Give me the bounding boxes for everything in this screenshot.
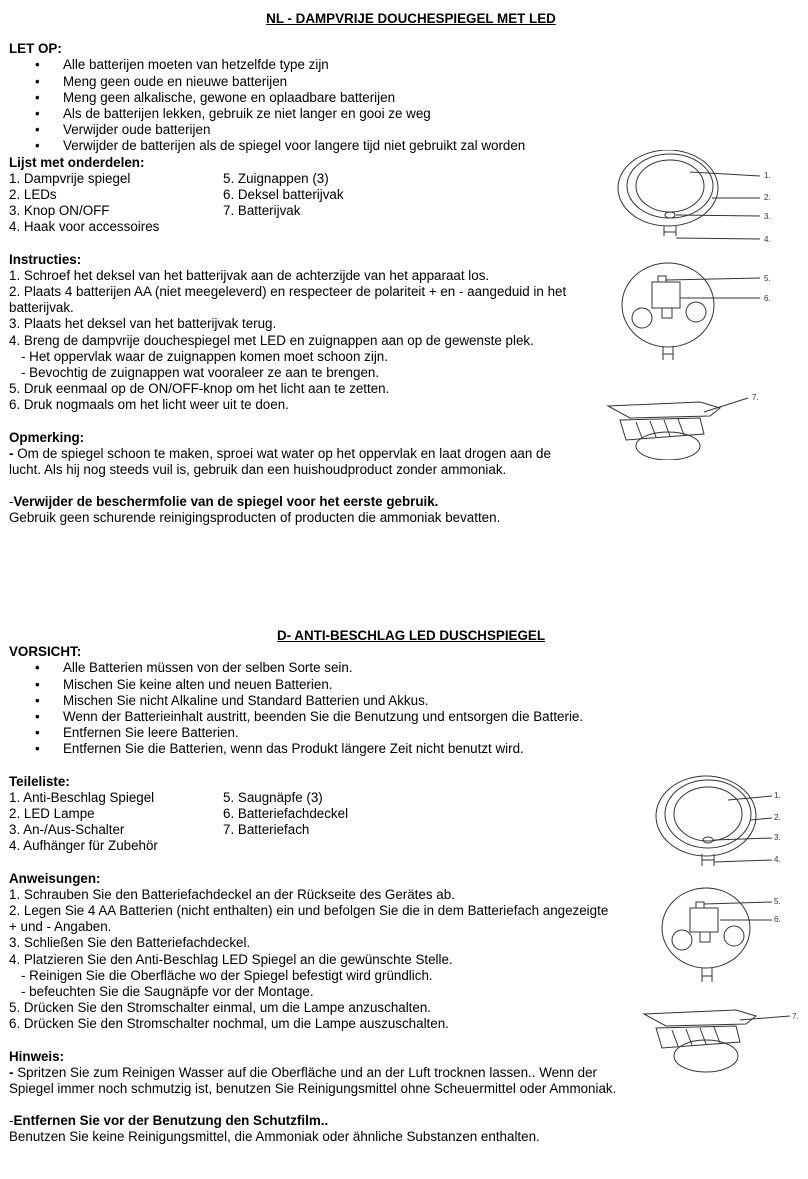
list-item: • Verwijder de batterijen als de spiegel voor langere tijd niet gebruikt zal worden — [9, 138, 799, 154]
nl-remark-heading: Opmerking: — [9, 429, 85, 445]
step: 3. Schließen Sie den Batteriefachdeckel. — [9, 935, 251, 951]
parts-column-right — [223, 790, 423, 855]
part-item: 2. LEDs — [9, 187, 57, 203]
part-item: 4. Haak voor accessoires — [9, 219, 160, 235]
de-instructions-heading: Anweisungen: — [9, 870, 101, 886]
nl-remark — [9, 446, 569, 478]
parts-column-left — [9, 171, 223, 236]
de-warning-list — [9, 660, 799, 757]
figure-label: 2. — [764, 193, 771, 202]
list-item: • Alle batterijen moeten van hetzelfde type zijn — [9, 57, 799, 73]
nl-warning-list — [9, 57, 799, 154]
figure-label: 5. — [764, 274, 771, 283]
list-item: • Entfernen Sie leere Batterien. — [9, 725, 799, 741]
list-item: • Als de batterijen lekken, gebruik ze niet langer en gooi ze weg — [9, 106, 799, 122]
nl-steps — [9, 268, 589, 414]
part-item: 1. Dampvrije spiegel — [9, 170, 131, 186]
figure-label: 3. — [764, 212, 771, 221]
mirror-front-figure — [618, 150, 771, 244]
part-item: 3. An-/Aus-Schalter — [9, 822, 125, 838]
nl-parts-heading: Lijst met onderdelen: — [9, 154, 145, 170]
list-item: • Mischen Sie nicht Alkaline und Standard Batterien und Akkus. — [9, 693, 799, 709]
part-item: 5. Zuignappen (3) — [223, 170, 329, 186]
part-item: 4. Aufhänger für Zubehör — [9, 838, 158, 854]
de-steps — [9, 887, 619, 1033]
figure-label: 4. — [764, 235, 771, 244]
nl-film-note — [9, 494, 799, 510]
remark-dash: - — [9, 1064, 14, 1080]
remark-text: Om de spiegel schoon te maken, sproei wat water op het oppervlak en laat drogen aan de lucht. Als hij nog steeds vuil is, gebruik dan een huishoudproduct zonder ammoniak. — [9, 445, 551, 478]
figure-label: 2. — [774, 813, 781, 822]
figure-label: 1. — [764, 171, 771, 180]
nl-film-text: Gebruik geen schurende reinigingsproducten of producten die ammoniak bevatten. — [9, 510, 501, 526]
part-item: 5. Saugnäpfe (3) — [223, 789, 323, 805]
film-dash: - — [9, 494, 14, 510]
film-dash: - — [9, 1113, 14, 1129]
step: 6. Drücken Sie den Stromschalter nochmal, um die Lampe auszuschalten. — [9, 1016, 449, 1032]
part-item: 7. Batteriefach — [223, 822, 310, 838]
battery-compartment-figure — [644, 1010, 799, 1072]
de-remark — [9, 1065, 639, 1097]
list-item: • Wenn der Batterieinhalt austritt, beenden Sie die Benutzung und entsorgen die Batterie. — [9, 709, 799, 725]
parts-column-left — [9, 790, 223, 855]
list-item: • Meng geen alkalische, gewone en oplaadbare batterijen — [9, 90, 799, 106]
figure-label: 6. — [774, 915, 781, 924]
step: 1. Schrauben Sie den Batteriefachdeckel an der Rückseite des Gerätes ab. — [9, 886, 455, 902]
list-item: • Meng geen oude en nieuwe batterijen — [9, 74, 799, 90]
mirror-front-figure — [656, 776, 781, 866]
nl-instructions-heading: Instructies: — [9, 251, 82, 267]
part-item: 7. Batterijvak — [223, 203, 301, 219]
figure-label: 7. — [752, 393, 759, 402]
list-item: • Mischen Sie keine alten und neuen Batterien. — [9, 677, 799, 693]
figure-label: 1. — [774, 791, 781, 800]
de-film-note — [9, 1113, 799, 1129]
figure-label: 5. — [774, 897, 781, 906]
remark-text: Spritzen Sie zum Reinigen Wasser auf die Oberfläche und an der Luft trocknen lassen.. Wenn der Spiegel immer noch schmutzig ist, benutzen Sie Reinigungsmittel ohne Scheuermittel oder Ammoniak. — [9, 1064, 617, 1097]
step: 5. Drücken Sie den Stromschalter einmal, um die Lampe anzuschalten. — [9, 1000, 432, 1016]
list-item: • Entfernen Sie die Batterien, wenn das Produkt längere Zeit nicht benutzt wird. — [9, 741, 799, 757]
figure-label: 4. — [774, 855, 781, 864]
mirror-back-figure — [662, 888, 781, 982]
film-bold: Verwijder de beschermfolie van de spiegel voor het eerste gebruik. — [13, 494, 439, 510]
step: 4. Breng de dampvrije douchespiegel met LED en zuignappen aan op de gewenste plek. — [9, 332, 534, 348]
step: 3. Plaats het deksel van het batterijvak terug. — [9, 316, 277, 332]
de-title: D- ANTI-BESCHLAG LED DUSCHSPIEGEL — [276, 628, 546, 643]
nl-warning-heading: LET OP: — [9, 41, 62, 57]
step: 4. Platzieren Sie den Anti-Beschlag LED Spiegel an die gewünschte Stelle. — [9, 951, 453, 967]
remark-dash: - — [9, 445, 14, 461]
de-warning-heading: VORSICHT: — [9, 644, 82, 660]
step: 2. Legen Sie 4 AA Batterien (nicht enthalten) ein und befolgen Sie die in dem Batteriefach angezeigte + und - Angaben. — [9, 903, 609, 935]
de-film-text: Benutzen Sie keine Reinigungsmittel, die Ammoniak oder ähnliche Substanzen enthalten. — [9, 1129, 540, 1145]
nl-title: NL - DAMPVRIJE DOUCHESPIEGEL MET LED — [266, 11, 556, 26]
de-remark-heading: Hinweis: — [9, 1048, 65, 1064]
step: 1. Schroef het deksel van het batterijvak aan de achterzijde van het apparaat los. — [9, 267, 490, 283]
battery-compartment-figure — [608, 393, 759, 460]
step-sub: - Het oppervlak waar de zuignappen komen moet schoon zijn. — [21, 348, 388, 364]
figure-label: 7. — [792, 1012, 799, 1021]
list-item: • Verwijder oude batterijen — [9, 122, 799, 138]
part-item: 6. Batteriefachdeckel — [223, 806, 349, 822]
part-item: 1. Anti-Beschlag Spiegel — [9, 789, 155, 805]
part-item: 3. Knop ON/OFF — [9, 203, 110, 219]
list-item: • Alle Batterien müssen von der selben Sorte sein. — [9, 660, 799, 676]
step-sub: - Reinigen Sie die Oberfläche wo der Spiegel befestigt wird gründlich. — [21, 967, 433, 983]
nl-mirror-figures — [600, 150, 800, 460]
de-mirror-figures — [640, 770, 808, 1090]
part-item: 6. Deksel batterijvak — [223, 187, 344, 203]
step: 6. Druk nogmaals om het licht weer uit te doen. — [9, 397, 289, 413]
parts-column-right — [223, 171, 423, 236]
step-sub: - Bevochtig de zuignappen wat vooraleer ze aan te brengen. — [21, 365, 380, 381]
figure-label: 6. — [764, 294, 771, 303]
mirror-back-figure — [622, 263, 771, 360]
film-bold: Entfernen Sie vor der Benutzung den Schutzfilm.. — [13, 1113, 329, 1129]
step-sub: - befeuchten Sie die Saugnäpfe vor der Montage. — [21, 984, 314, 1000]
de-parts-heading: Teileliste: — [9, 773, 70, 789]
figure-label: 3. — [774, 833, 781, 842]
step: 2. Plaats 4 batterijen AA (niet meegeleverd) en respecteer de polariteit + en - aangeduid in het batterijvak. — [9, 284, 567, 316]
part-item: 2. LED Lampe — [9, 806, 95, 822]
step: 5. Druk eenmaal op de ON/OFF-knop om het licht aan te zetten. — [9, 381, 390, 397]
